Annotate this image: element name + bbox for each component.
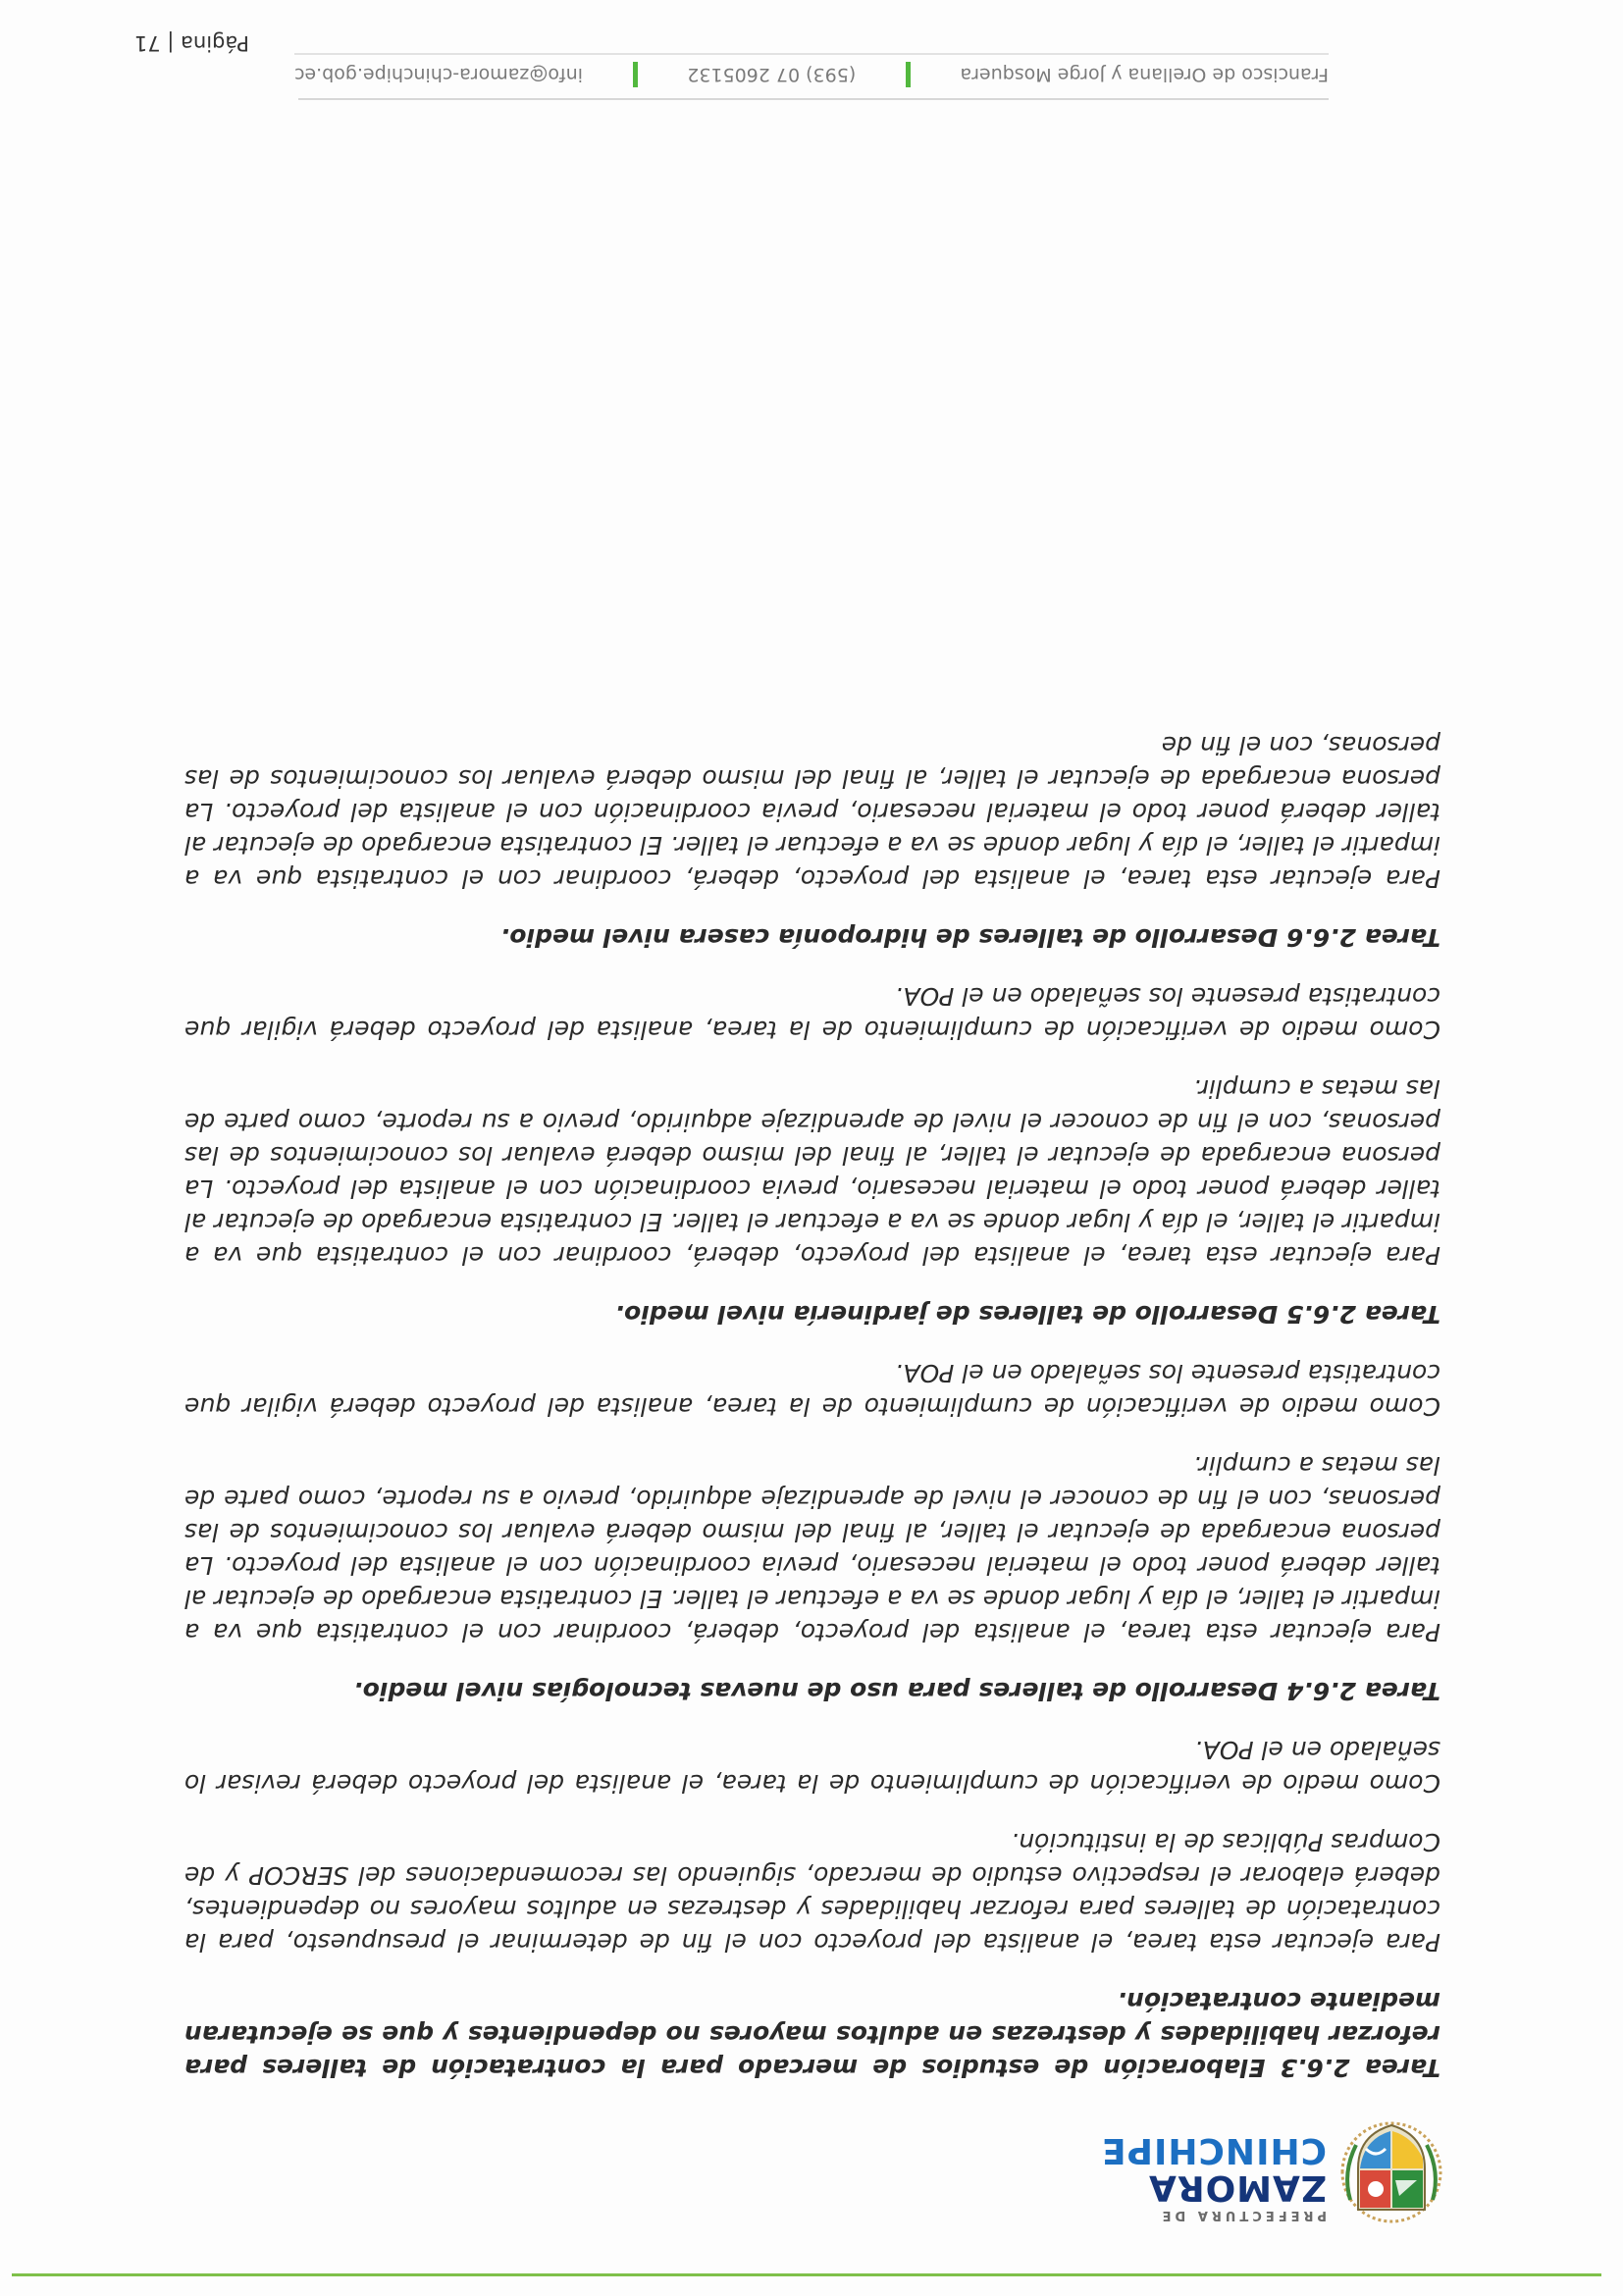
page-number: Página | 71 (133, 31, 249, 55)
task-section (184, 979, 1440, 1331)
task-title: Tarea 2.6.6 Desarrollo de talleres de hidroponía casera nivel medio. (499, 923, 1440, 952)
logo-wordmark (1101, 2130, 1327, 2223)
document-body (184, 703, 1440, 2084)
footer-separator (906, 62, 911, 87)
footer-phone: (593) 07 2605132 (687, 64, 857, 85)
task-title: Tarea 2.6.5 Desarrollo de talleres de jardinería nivel medio. (614, 1300, 1440, 1329)
footer-rule-lower (294, 53, 1329, 55)
task-paragraph: Como medio de verificación de cumplimiento de la tarea, analista del proyecto deberá vigilar que contratista presente los señalado en el POA. (184, 982, 1440, 1044)
logo-prefix: PREFECTURA DE (1158, 2208, 1327, 2222)
header-rule (12, 2273, 1601, 2276)
page-header (0, 2110, 1623, 2296)
task-paragraph: Para ejecutar esta tarea, el analista del proyecto, deberá, coordinar con el contratista que va a impartir el taller, el día y lugar donde se va a efectuar el taller. El contratista encargado de ejecutar al taller deberá poner todo el material necesario, previa coordinación con el analista del proyecto. La persona encargada de ejecutar el taller, al final del mismo deberá evaluar los conocimientos de las personas, con el fin de conocer el nivel de aprendizaje adquirido, previo a su reporte, como parte de las metas a cumplir. (184, 1074, 1440, 1270)
prefectura-logo (1101, 2121, 1446, 2229)
footer-address: Francisco de Orellana y Jorge Mosquera (960, 64, 1329, 85)
task-title: Tarea 2.6.4 Desarrollo de talleres para uso de nuevas tecnologías nivel medio. (353, 1677, 1440, 1705)
logo-name-zamora: ZAMORA (1148, 2167, 1327, 2208)
task-title: Tarea 2.6.3 Elaboración de estudios de mercado para la contratación de talleres para reforzar habilidades y destrezas en adultos mayores no dependientes y que se ejecutaran mediante contratación. (184, 1987, 1440, 2082)
footer-rule (298, 98, 1329, 100)
footer-contact (294, 55, 1329, 94)
task-paragraph: Para ejecutar esta tarea, el analista del proyecto, deberá, coordinar con el contratista que va a impartir el taller, el día y lugar donde se va a efectuar el taller. El contratista encargado de ejecutar al taller deberá poner todo el material necesario, previa coordinación con el analista del proyecto. La persona encargada de ejecutar el taller, al final del mismo deberá evaluar los conocimientos de las personas, con el fin de (184, 731, 1440, 893)
task-paragraph: Para ejecutar esta tarea, el analista del proyecto, deberá, coordinar con el contratista que va a impartir el taller, el día y lugar donde se va a efectuar el taller. El contratista encargado de ejecutar al taller deberá poner todo el material necesario, previa coordinación con el analista del proyecto. La persona encargada de ejecutar el taller, al final del mismo deberá evaluar los conocimientos de las personas, con el fin de conocer el nivel de aprendizaje adquirido, previo a su reporte, como parte de las metas a cumplir. (184, 1451, 1440, 1646)
task-paragraph: Como medio de verificación de cumplimiento de la tarea, el analista del proyecto deberá revisar lo señalado en el POA. (184, 1736, 1440, 1798)
footer-email[interactable]: info@zamora-chinchipe.gob.ec (294, 64, 583, 85)
page-footer (0, 0, 1623, 137)
task-paragraph: Como medio de verificación de cumplimiento de la tarea, analista del proyecto deberá vigilar que contratista presente los señalado en el POA. (184, 1359, 1440, 1421)
task-paragraph: Para ejecutar esta tarea, el analista del proyecto con el fin de determinar el presupuesto, para la contratación de talleres para reforzar habilidades y destrezas en adultos mayores no dependientes, deberá elaborar el respectivo estudio de mercado, siguiendo las recomendaciones del SERCOP y de Compras Públicas de la institución. (184, 1828, 1440, 1957)
logo-name-chinchipe: CHINCHIPE (1101, 2130, 1327, 2170)
footer-separator (633, 62, 638, 87)
task-section (184, 728, 1440, 954)
task-section (184, 1356, 1440, 1707)
task-section (184, 1733, 1440, 2084)
coat-of-arms-icon (1336, 2119, 1446, 2229)
